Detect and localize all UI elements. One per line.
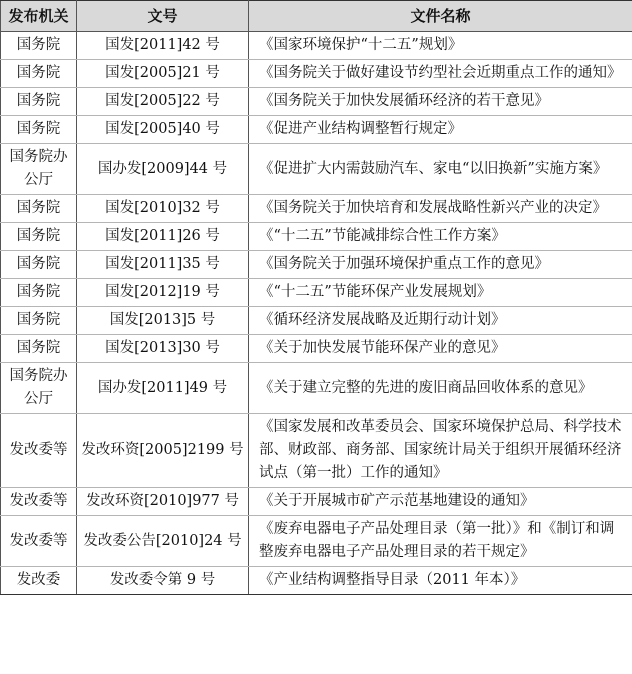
cell-doc-number: 国发[2013]30 号 [77,335,249,363]
cell-file-name: 《国务院关于加强环境保护重点工作的意见》 [249,251,632,279]
table-row [1,363,632,414]
table-row [1,195,632,223]
cell-doc-number: 国发[2005]21 号 [77,60,249,88]
cell-agency: 国务院 [1,251,77,279]
header-agency: 发布机关 [1,1,77,32]
table-row [1,32,632,60]
cell-doc-number: 国发[2005]40 号 [77,116,249,144]
table-row [1,116,632,144]
header-doc-number: 文号 [77,1,249,32]
table-row [1,223,632,251]
table-row [1,307,632,335]
cell-agency: 国务院 [1,195,77,223]
cell-agency: 国务院 [1,60,77,88]
cell-agency: 国务院办公厅 [1,144,77,195]
cell-doc-number: 国办发[2011]49 号 [77,363,249,414]
cell-agency: 国务院 [1,335,77,363]
cell-file-name: 《关于建立完整的先进的废旧商品回收体系的意见》 [249,363,632,414]
table-header-row [1,1,632,32]
header-file-name: 文件名称 [249,1,632,32]
cell-doc-number: 国发[2012]19 号 [77,279,249,307]
cell-agency: 国务院 [1,116,77,144]
cell-doc-number: 发改环资[2010]977 号 [77,488,249,516]
cell-file-name: 《国务院关于做好建设节约型社会近期重点工作的通知》 [249,60,632,88]
cell-file-name: 《关于加快发展节能环保产业的意见》 [249,335,632,363]
cell-doc-number: 国发[2011]26 号 [77,223,249,251]
cell-agency: 国务院 [1,279,77,307]
cell-agency: 国务院 [1,223,77,251]
cell-file-name: 《国家发展和改革委员会、国家环境保护总局、科学技术部、财政部、商务部、国家统计局关于组织开展循环经济试点（第一批）工作的通知》 [249,414,632,488]
cell-agency: 发改委 [1,567,77,595]
cell-doc-number: 发改环资[2005]2199 号 [77,414,249,488]
cell-file-name: 《产业结构调整指导目录（2011 年本）》 [249,567,632,595]
cell-doc-number: 国发[2005]22 号 [77,88,249,116]
cell-file-name: 《循环经济发展战略及近期行动计划》 [249,307,632,335]
table-row [1,88,632,116]
cell-file-name: 《促进产业结构调整暂行规定》 [249,116,632,144]
cell-agency: 国务院 [1,88,77,116]
table-row [1,279,632,307]
cell-file-name: 《“十二五”节能减排综合性工作方案》 [249,223,632,251]
table-row [1,414,632,488]
cell-doc-number: 国发[2011]42 号 [77,32,249,60]
table-row [1,144,632,195]
cell-doc-number: 国发[2010]32 号 [77,195,249,223]
cell-file-name: 《国务院关于加快培育和发展战略性新兴产业的决定》 [249,195,632,223]
table-row [1,251,632,279]
cell-doc-number: 发改委令第 9 号 [77,567,249,595]
table-row [1,567,632,595]
cell-file-name: 《废弃电器电子产品处理目录（第一批）》和《制订和调整废弃电器电子产品处理目录的若干规定》 [249,516,632,567]
cell-file-name: 《国家环境保护“十二五”规划》 [249,32,632,60]
cell-agency: 发改委等 [1,414,77,488]
cell-file-name: 《国务院关于加快发展循环经济的若干意见》 [249,88,632,116]
cell-agency: 发改委等 [1,488,77,516]
table-row [1,60,632,88]
table-row [1,488,632,516]
cell-agency: 国务院办公厅 [1,363,77,414]
cell-file-name: 《促进扩大内需鼓励汽车、家电“以旧换新”实施方案》 [249,144,632,195]
cell-doc-number: 发改委公告[2010]24 号 [77,516,249,567]
cell-agency: 国务院 [1,32,77,60]
cell-agency: 国务院 [1,307,77,335]
cell-doc-number: 国发[2011]35 号 [77,251,249,279]
cell-file-name: 《关于开展城市矿产示范基地建设的通知》 [249,488,632,516]
cell-doc-number: 国发[2013]5 号 [77,307,249,335]
cell-file-name: 《“十二五”节能环保产业发展规划》 [249,279,632,307]
table-row [1,516,632,567]
cell-doc-number: 国办发[2009]44 号 [77,144,249,195]
cell-agency: 发改委等 [1,516,77,567]
table-row [1,335,632,363]
